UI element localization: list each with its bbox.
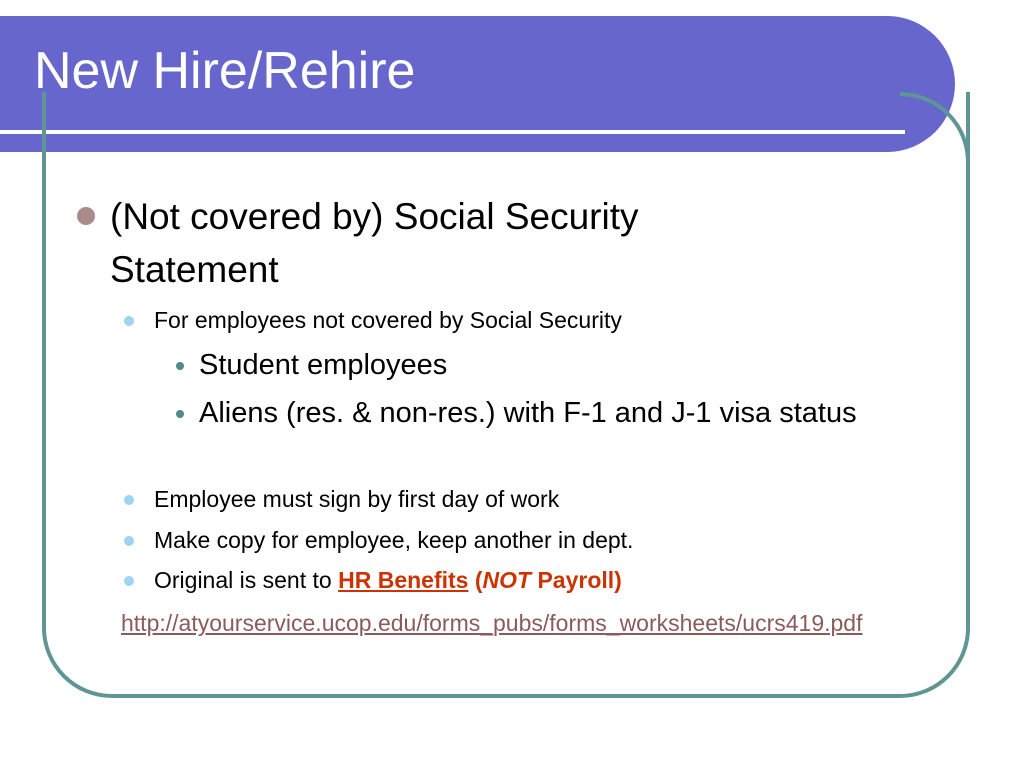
bullet-level3	[176, 410, 184, 418]
sub-bullet-students: Student employees	[199, 349, 448, 381]
bullet-copy: Make copy for employee, keep another in dept.	[154, 527, 634, 553]
paren-open: (	[468, 567, 483, 593]
hr-benefits-link[interactable]: HR Benefits	[338, 567, 469, 593]
sub-bullet-aliens: Aliens (res. & non-res.) with F-1 and J-1 visa status	[199, 397, 857, 429]
not-emphasis: NOT	[482, 567, 532, 593]
bullet-not-covered: For employees not covered by Social Security	[154, 307, 622, 333]
bullet-level1	[77, 207, 95, 225]
form-url-link[interactable]: http://atyourservice.ucop.edu/forms_pubs/forms_worksheets/ucrs419.pdf	[121, 610, 863, 636]
main-bullet-text: (Not covered by) Social Security Statement	[110, 196, 639, 290]
bullet-level2	[124, 536, 134, 546]
bullet-level2	[124, 576, 134, 586]
bullet-level3	[176, 362, 184, 370]
payroll-text: Payroll)	[531, 567, 622, 593]
bullet-level2	[124, 495, 134, 505]
bullet-original	[154, 565, 622, 595]
original-prefix: Original is sent to	[154, 567, 339, 593]
slide-title: New Hire/Rehire	[34, 42, 416, 100]
bullet-sign: Employee must sign by first day of work	[154, 486, 560, 512]
bullet-level2	[124, 316, 134, 326]
